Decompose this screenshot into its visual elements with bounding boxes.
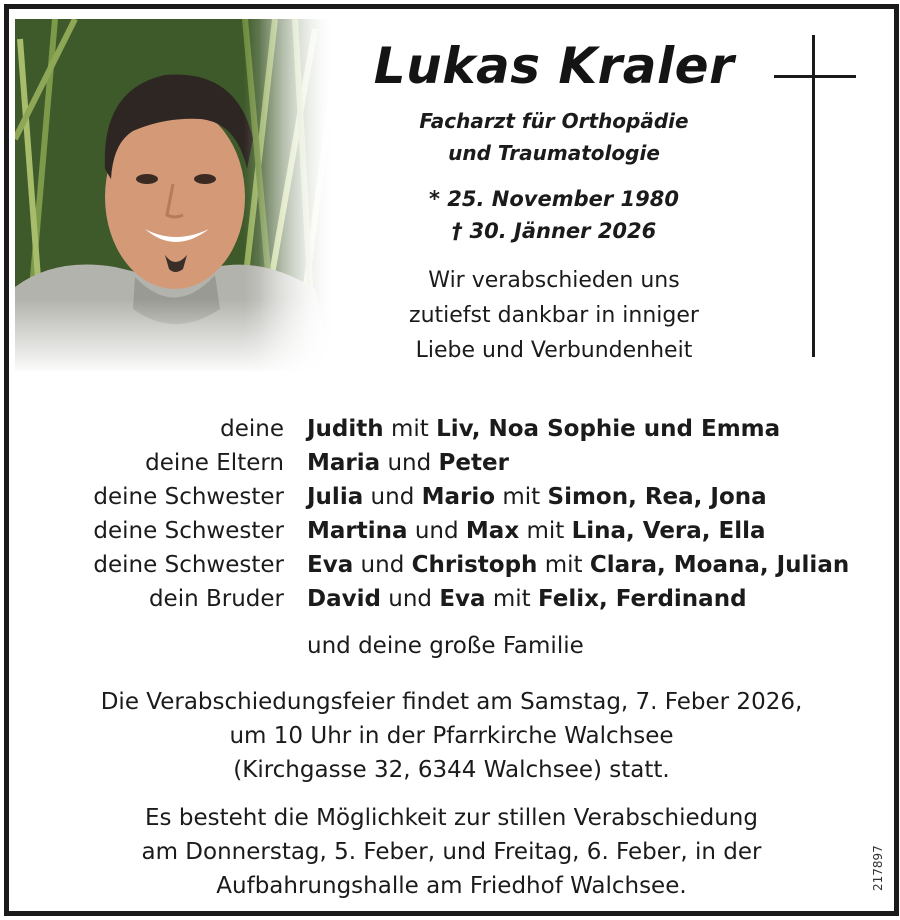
member-name: Maria xyxy=(307,450,381,476)
profession-line: und Traumatologie xyxy=(448,141,660,165)
connector-text: und xyxy=(380,450,439,476)
member-name: Liv, Noa Sophie und Emma xyxy=(436,416,781,442)
member-name: Lina, Vera, Ella xyxy=(571,518,766,544)
mourner-row xyxy=(9,480,894,514)
ad-number: 217897 xyxy=(871,845,885,891)
relation-label: deine Schwester xyxy=(93,518,284,544)
member-name: Judith xyxy=(307,416,384,442)
extended-family: und deine große Familie xyxy=(307,633,584,659)
farewell-line: Liebe und Verbundenheit xyxy=(415,338,693,363)
mourner-row xyxy=(9,514,894,548)
latin-cross-icon xyxy=(774,35,856,357)
relation-label: deine xyxy=(220,416,284,442)
connector-text: und xyxy=(407,518,466,544)
connector-text: mit xyxy=(383,416,437,442)
ceremony-line: Die Verabschiedungsfeier findet am Samstag, 7. Feber 2026, xyxy=(100,689,803,715)
connector-text: mit xyxy=(485,586,539,612)
relation-label: deine Schwester xyxy=(93,552,284,578)
member-names xyxy=(307,412,780,446)
life-dates xyxy=(349,183,759,247)
member-names xyxy=(307,446,509,480)
member-name: Max xyxy=(465,518,520,544)
mourner-row xyxy=(9,582,894,616)
member-name: Christoph xyxy=(411,552,538,578)
deceased-name: Lukas Kraler xyxy=(373,37,735,95)
connector-text: mit xyxy=(537,552,590,578)
relation-label: deine Eltern xyxy=(145,450,284,476)
member-name: Clara, Moana, Julian xyxy=(589,552,850,578)
relation-label: dein Bruder xyxy=(148,586,284,612)
member-name: Mario xyxy=(421,484,496,510)
member-name: David xyxy=(307,586,381,612)
member-name: Felix, Ferdinand xyxy=(538,586,747,612)
farewell-line: Wir verabschieden uns xyxy=(428,268,680,293)
mourner-row xyxy=(9,548,894,582)
member-names xyxy=(307,514,766,548)
member-names xyxy=(307,548,849,582)
connector-text: und xyxy=(380,586,440,612)
mourners-list xyxy=(9,412,894,616)
member-names xyxy=(307,582,747,616)
profession-line: Facharzt für Orthopädie xyxy=(419,109,689,133)
obituary-notice xyxy=(4,4,899,916)
member-name: Julia xyxy=(307,484,364,510)
member-name: Peter xyxy=(438,450,509,476)
ceremony-line: (Kirchgasse 32, 6344 Walchsee) statt. xyxy=(233,757,670,783)
mourner-row xyxy=(9,412,894,446)
birth-date: * 25. November 1980 xyxy=(428,187,679,211)
ceremony-line: um 10 Uhr in der Pfarrkirche Walchsee xyxy=(229,723,674,749)
viewing-line: Es besteht die Möglichkeit zur stillen Verabschiedung xyxy=(145,805,758,831)
photo-fade xyxy=(259,9,349,379)
connector-text: mit xyxy=(519,518,572,544)
member-name: Eva xyxy=(307,552,354,578)
farewell-text xyxy=(339,263,769,368)
ceremony-info xyxy=(29,685,874,787)
mourner-row xyxy=(9,446,894,480)
viewing-info xyxy=(29,801,874,903)
profession xyxy=(349,105,759,169)
death-date: † 30. Jänner 2026 xyxy=(451,219,657,243)
member-name: Eva xyxy=(439,586,486,612)
connector-text: mit xyxy=(495,484,548,510)
relation-label: deine Schwester xyxy=(93,484,284,510)
viewing-line: Aufbahrungshalle am Friedhof Walchsee. xyxy=(216,873,687,899)
farewell-line: zutiefst dankbar in inniger xyxy=(409,303,699,328)
connector-text: und xyxy=(363,484,422,510)
member-name: Martina xyxy=(307,518,408,544)
connector-text: und xyxy=(353,552,412,578)
member-name: Simon, Rea, Jona xyxy=(547,484,767,510)
member-names xyxy=(307,480,767,514)
viewing-line: am Donnerstag, 5. Feber, und Freitag, 6. Feber, in der xyxy=(141,839,762,865)
